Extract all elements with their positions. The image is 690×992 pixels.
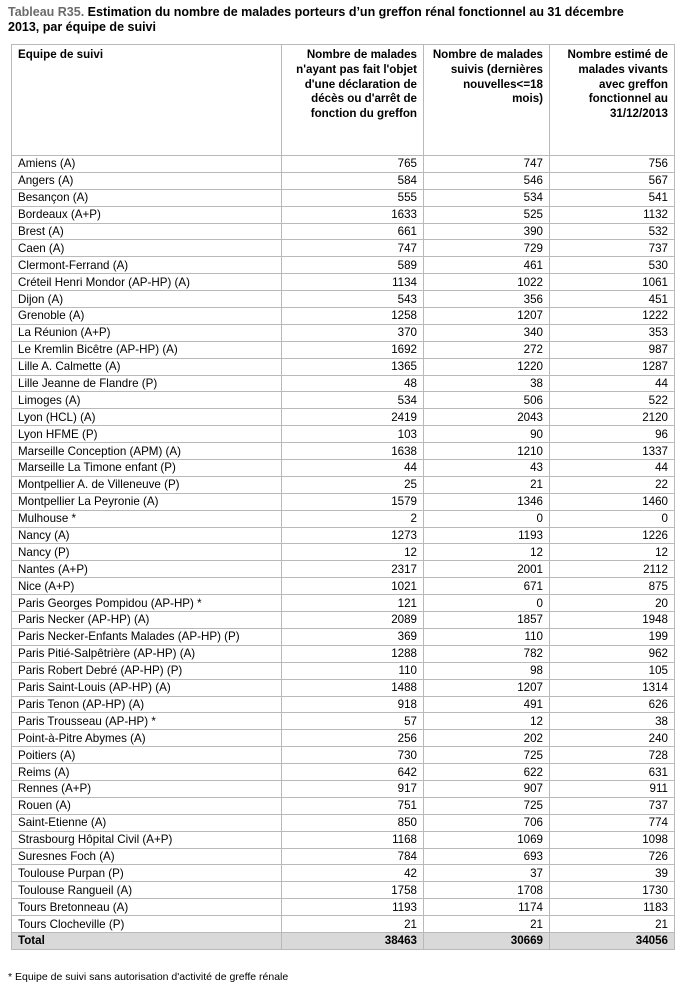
value-cell: 38 [550, 713, 675, 730]
team-name-cell: Paris Necker-Enfants Malades (AP-HP) (P) [12, 628, 282, 645]
value-cell: 751 [282, 797, 424, 814]
value-cell: 1337 [550, 443, 675, 460]
value-cell: 1098 [550, 831, 675, 848]
value-cell: 21 [424, 476, 550, 493]
value-cell: 567 [550, 172, 675, 189]
total-label: Total [12, 932, 282, 949]
value-cell: 1288 [282, 645, 424, 662]
value-cell: 541 [550, 189, 675, 206]
value-cell: 747 [282, 240, 424, 257]
team-name-cell: Limoges (A) [12, 392, 282, 409]
total-value: 38463 [282, 932, 424, 949]
value-cell: 918 [282, 696, 424, 713]
table-row [12, 679, 675, 696]
value-cell: 2317 [282, 561, 424, 578]
value-cell: 1633 [282, 206, 424, 223]
team-name-cell: Toulouse Purpan (P) [12, 865, 282, 882]
value-cell: 42 [282, 865, 424, 882]
value-cell: 737 [550, 240, 675, 257]
table-row [12, 645, 675, 662]
value-cell: 2001 [424, 561, 550, 578]
value-cell: 1069 [424, 831, 550, 848]
value-cell: 370 [282, 324, 424, 341]
value-cell: 2089 [282, 612, 424, 629]
value-cell: 0 [424, 510, 550, 527]
value-cell: 1692 [282, 341, 424, 358]
team-name-cell: Grenoble (A) [12, 308, 282, 325]
value-cell: 850 [282, 814, 424, 831]
value-cell: 90 [424, 426, 550, 443]
team-name-cell: Nice (A+P) [12, 578, 282, 595]
column-header-equipe: Equipe de suivi [12, 45, 282, 156]
team-name-cell: Lyon HFME (P) [12, 426, 282, 443]
team-name-cell: Paris Trousseau (AP-HP) * [12, 713, 282, 730]
value-cell: 1183 [550, 899, 675, 916]
team-name-cell: Toulouse Rangueil (A) [12, 882, 282, 899]
value-cell: 534 [424, 189, 550, 206]
team-name-cell: Tours Clocheville (P) [12, 916, 282, 933]
table-row [12, 443, 675, 460]
value-cell: 1168 [282, 831, 424, 848]
value-cell: 525 [424, 206, 550, 223]
value-cell: 2120 [550, 409, 675, 426]
value-cell: 353 [550, 324, 675, 341]
value-cell: 661 [282, 223, 424, 240]
value-cell: 1132 [550, 206, 675, 223]
value-cell: 728 [550, 747, 675, 764]
table-row [12, 865, 675, 882]
value-cell: 272 [424, 341, 550, 358]
value-cell: 782 [424, 645, 550, 662]
column-header-nb-malades-suivis: Nombre de malades suivis (dernières nouvelles<=18 mois) [424, 45, 550, 156]
value-cell: 21 [550, 916, 675, 933]
table-row [12, 291, 675, 308]
table-title-text: Estimation du nombre de malades porteurs d’un greffon rénal fonctionnel au 31 décembre 2013, par équipe de suivi [8, 5, 624, 34]
value-cell: 589 [282, 257, 424, 274]
value-cell: 1207 [424, 308, 550, 325]
team-name-cell: La Réunion (A+P) [12, 324, 282, 341]
team-name-cell: Paris Robert Debré (AP-HP) (P) [12, 662, 282, 679]
value-cell: 1061 [550, 274, 675, 291]
value-cell: 110 [424, 628, 550, 645]
footnote: * Equipe de suivi sans autorisation d'activité de greffe rénale [8, 971, 289, 983]
value-cell: 1488 [282, 679, 424, 696]
table-row [12, 223, 675, 240]
header-row [12, 45, 675, 156]
value-cell: 546 [424, 172, 550, 189]
table-row [12, 392, 675, 409]
team-name-cell: Reims (A) [12, 764, 282, 781]
value-cell: 22 [550, 476, 675, 493]
team-name-cell: Montpellier A. de Villeneuve (P) [12, 476, 282, 493]
value-cell: 962 [550, 645, 675, 662]
team-name-cell: Le Kremlin Bicêtre (AP-HP) (A) [12, 341, 282, 358]
value-cell: 2 [282, 510, 424, 527]
value-cell: 987 [550, 341, 675, 358]
table-row [12, 476, 675, 493]
table-row [12, 561, 675, 578]
value-cell: 1210 [424, 443, 550, 460]
value-cell: 1193 [282, 899, 424, 916]
team-name-cell: Suresnes Foch (A) [12, 848, 282, 865]
value-cell: 530 [550, 257, 675, 274]
value-cell: 103 [282, 426, 424, 443]
value-cell: 240 [550, 730, 675, 747]
value-cell: 39 [550, 865, 675, 882]
table-title [8, 5, 648, 35]
team-name-cell: Angers (A) [12, 172, 282, 189]
value-cell: 774 [550, 814, 675, 831]
table-row [12, 882, 675, 899]
value-cell: 96 [550, 426, 675, 443]
table-row [12, 764, 675, 781]
value-cell: 44 [282, 460, 424, 477]
table-row [12, 747, 675, 764]
table-row [12, 274, 675, 291]
team-name-cell: Rouen (A) [12, 797, 282, 814]
value-cell: 730 [282, 747, 424, 764]
value-cell: 256 [282, 730, 424, 747]
value-cell: 199 [550, 628, 675, 645]
value-cell: 555 [282, 189, 424, 206]
table-row [12, 544, 675, 561]
table-row [12, 510, 675, 527]
value-cell: 1365 [282, 358, 424, 375]
value-cell: 121 [282, 595, 424, 612]
team-name-cell: Montpellier La Peyronie (A) [12, 493, 282, 510]
value-cell: 0 [424, 595, 550, 612]
team-name-cell: Lyon (HCL) (A) [12, 409, 282, 426]
value-cell: 451 [550, 291, 675, 308]
table-row [12, 206, 675, 223]
value-cell: 1193 [424, 527, 550, 544]
value-cell: 747 [424, 156, 550, 173]
table-row [12, 814, 675, 831]
table-row [12, 358, 675, 375]
value-cell: 12 [424, 713, 550, 730]
value-cell: 907 [424, 780, 550, 797]
value-cell: 1346 [424, 493, 550, 510]
team-name-cell: Nancy (P) [12, 544, 282, 561]
table-row [12, 257, 675, 274]
value-cell: 1287 [550, 358, 675, 375]
team-name-cell: Dijon (A) [12, 291, 282, 308]
value-cell: 1579 [282, 493, 424, 510]
team-name-cell: Point-à-Pitre Abymes (A) [12, 730, 282, 747]
value-cell: 98 [424, 662, 550, 679]
team-name-cell: Paris Saint-Louis (AP-HP) (A) [12, 679, 282, 696]
value-cell: 1730 [550, 882, 675, 899]
table-row [12, 595, 675, 612]
value-cell: 584 [282, 172, 424, 189]
value-cell: 1021 [282, 578, 424, 595]
value-cell: 1258 [282, 308, 424, 325]
table-row [12, 460, 675, 477]
value-cell: 44 [550, 375, 675, 392]
column-header-nb-malades-sans-declaration: Nombre de malades n'ayant pas fait l'objet d'une déclaration de décès ou d'arrêt de fonction du greffon [282, 45, 424, 156]
value-cell: 622 [424, 764, 550, 781]
value-cell: 1222 [550, 308, 675, 325]
table-row [12, 189, 675, 206]
table-row [12, 628, 675, 645]
value-cell: 1708 [424, 882, 550, 899]
value-cell: 202 [424, 730, 550, 747]
value-cell: 1948 [550, 612, 675, 629]
value-cell: 340 [424, 324, 550, 341]
table-row [12, 578, 675, 595]
table-row [12, 308, 675, 325]
value-cell: 1460 [550, 493, 675, 510]
team-name-cell: Paris Tenon (AP-HP) (A) [12, 696, 282, 713]
value-cell: 671 [424, 578, 550, 595]
value-cell: 12 [282, 544, 424, 561]
table-body [12, 156, 675, 933]
value-cell: 1134 [282, 274, 424, 291]
value-cell: 356 [424, 291, 550, 308]
value-cell: 0 [550, 510, 675, 527]
value-cell: 1022 [424, 274, 550, 291]
value-cell: 369 [282, 628, 424, 645]
value-cell: 21 [424, 916, 550, 933]
value-cell: 726 [550, 848, 675, 865]
team-name-cell: Besançon (A) [12, 189, 282, 206]
value-cell: 522 [550, 392, 675, 409]
table-row [12, 899, 675, 916]
value-cell: 44 [550, 460, 675, 477]
table-row [12, 662, 675, 679]
value-cell: 2112 [550, 561, 675, 578]
table-row [12, 780, 675, 797]
table-row [12, 493, 675, 510]
team-name-cell: Strasbourg Hôpital Civil (A+P) [12, 831, 282, 848]
value-cell: 21 [282, 916, 424, 933]
value-cell: 626 [550, 696, 675, 713]
value-cell: 725 [424, 797, 550, 814]
value-cell: 631 [550, 764, 675, 781]
team-name-cell: Saint-Etienne (A) [12, 814, 282, 831]
value-cell: 532 [550, 223, 675, 240]
team-name-cell: Clermont-Ferrand (A) [12, 257, 282, 274]
value-cell: 1207 [424, 679, 550, 696]
value-cell: 390 [424, 223, 550, 240]
value-cell: 1638 [282, 443, 424, 460]
value-cell: 543 [282, 291, 424, 308]
table-row [12, 848, 675, 865]
value-cell: 1220 [424, 358, 550, 375]
value-cell: 48 [282, 375, 424, 392]
table-title-prefix: Tableau R35. [8, 5, 85, 19]
team-name-cell: Caen (A) [12, 240, 282, 257]
value-cell: 1226 [550, 527, 675, 544]
value-cell: 506 [424, 392, 550, 409]
team-name-cell: Marseille La Timone enfant (P) [12, 460, 282, 477]
total-value: 34056 [550, 932, 675, 949]
value-cell: 729 [424, 240, 550, 257]
value-cell: 875 [550, 578, 675, 595]
value-cell: 12 [424, 544, 550, 561]
team-name-cell: Paris Georges Pompidou (AP-HP) * [12, 595, 282, 612]
team-name-cell: Mulhouse * [12, 510, 282, 527]
team-name-cell: Lille Jeanne de Flandre (P) [12, 375, 282, 392]
team-name-cell: Marseille Conception (APM) (A) [12, 443, 282, 460]
table-row [12, 916, 675, 933]
value-cell: 38 [424, 375, 550, 392]
value-cell: 2043 [424, 409, 550, 426]
table-row [12, 527, 675, 544]
data-table [11, 44, 675, 950]
value-cell: 20 [550, 595, 675, 612]
table-row [12, 409, 675, 426]
value-cell: 706 [424, 814, 550, 831]
table-row [12, 426, 675, 443]
table-row [12, 713, 675, 730]
team-name-cell: Brest (A) [12, 223, 282, 240]
team-name-cell: Paris Pitié-Salpêtrière (AP-HP) (A) [12, 645, 282, 662]
total-value: 30669 [424, 932, 550, 949]
team-name-cell: Nancy (A) [12, 527, 282, 544]
value-cell: 756 [550, 156, 675, 173]
value-cell: 105 [550, 662, 675, 679]
value-cell: 12 [550, 544, 675, 561]
value-cell: 1314 [550, 679, 675, 696]
value-cell: 737 [550, 797, 675, 814]
value-cell: 43 [424, 460, 550, 477]
value-cell: 461 [424, 257, 550, 274]
column-header-nb-estime-vivants: Nombre estimé de malades vivants avec greffon fonctionnel au 31/12/2013 [550, 45, 675, 156]
table-row [12, 375, 675, 392]
value-cell: 1758 [282, 882, 424, 899]
value-cell: 110 [282, 662, 424, 679]
value-cell: 491 [424, 696, 550, 713]
team-name-cell: Amiens (A) [12, 156, 282, 173]
team-name-cell: Tours Bretonneau (A) [12, 899, 282, 916]
table-row [12, 341, 675, 358]
value-cell: 1174 [424, 899, 550, 916]
value-cell: 25 [282, 476, 424, 493]
team-name-cell: Bordeaux (A+P) [12, 206, 282, 223]
table-row [12, 797, 675, 814]
value-cell: 534 [282, 392, 424, 409]
team-name-cell: Créteil Henri Mondor (AP-HP) (A) [12, 274, 282, 291]
value-cell: 1273 [282, 527, 424, 544]
value-cell: 693 [424, 848, 550, 865]
table-row [12, 696, 675, 713]
value-cell: 1857 [424, 612, 550, 629]
table-row [12, 172, 675, 189]
value-cell: 57 [282, 713, 424, 730]
value-cell: 2419 [282, 409, 424, 426]
team-name-cell: Poitiers (A) [12, 747, 282, 764]
value-cell: 784 [282, 848, 424, 865]
table-row [12, 324, 675, 341]
value-cell: 911 [550, 780, 675, 797]
value-cell: 642 [282, 764, 424, 781]
team-name-cell: Lille A. Calmette (A) [12, 358, 282, 375]
value-cell: 37 [424, 865, 550, 882]
value-cell: 725 [424, 747, 550, 764]
team-name-cell: Paris Necker (AP-HP) (A) [12, 612, 282, 629]
table-row [12, 831, 675, 848]
value-cell: 917 [282, 780, 424, 797]
team-name-cell: Nantes (A+P) [12, 561, 282, 578]
table-row [12, 612, 675, 629]
table-row [12, 240, 675, 257]
table-row [12, 156, 675, 173]
team-name-cell: Rennes (A+P) [12, 780, 282, 797]
total-row [12, 932, 675, 949]
table-row [12, 730, 675, 747]
value-cell: 765 [282, 156, 424, 173]
